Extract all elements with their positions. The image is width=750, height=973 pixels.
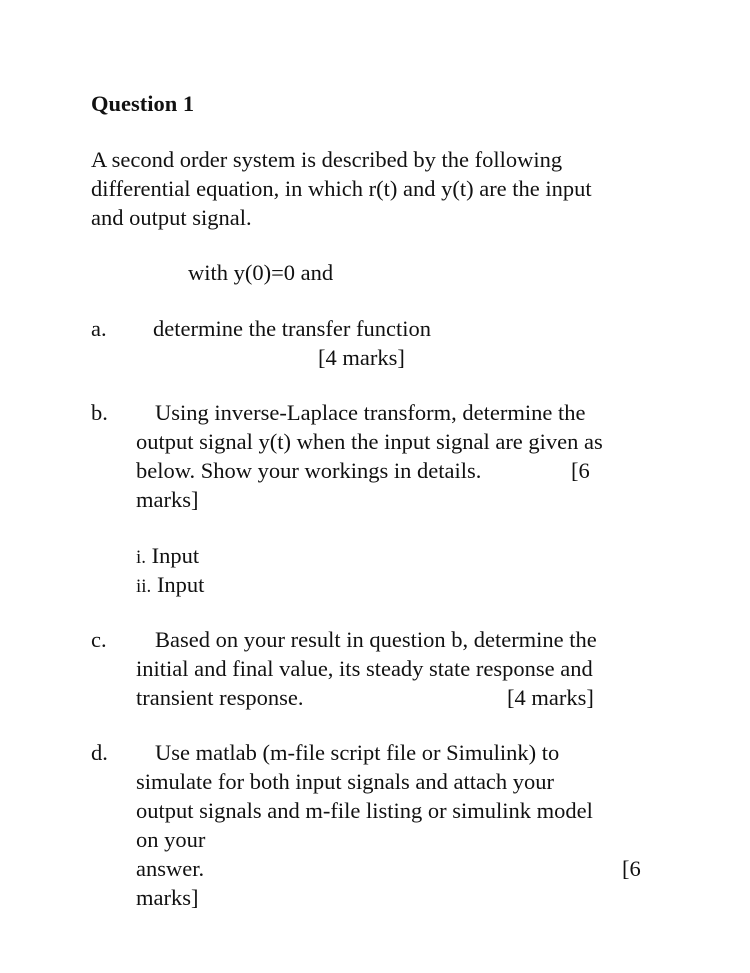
subitem-text: Input: [151, 572, 205, 597]
part-b-label: b.: [91, 400, 108, 425]
initial-condition: with y(0)=0 and: [188, 260, 334, 285]
subitem-text: Input: [146, 543, 200, 568]
part-c-line-2: initial and final value, its steady state response and: [136, 656, 593, 681]
subitem-numeral: ii.: [136, 576, 152, 597]
part-d-line-3: output signals and m-file listing or simulink model: [136, 798, 593, 823]
part-d-label: d.: [91, 740, 108, 765]
part-b-line-4: marks]: [136, 487, 199, 512]
question-title: Question 1: [91, 91, 195, 116]
part-b-line-2: output signal y(t) when the input signal are given as: [136, 429, 603, 454]
part-c-line-3: transient response.: [136, 685, 304, 710]
part-d-line-5: answer.: [136, 856, 205, 881]
part-c-marks: [4 marks]: [507, 685, 594, 710]
part-c-line-1: Based on your result in question b, determine the: [155, 627, 597, 652]
intro-line-1: A second order system is described by the following: [91, 147, 563, 172]
part-d-line-4: on your: [136, 827, 206, 852]
part-d-line-6: marks]: [136, 885, 199, 910]
part-b-marks-fragment: [6: [571, 458, 590, 483]
part-b-subitem-1: [136, 541, 199, 572]
part-a-label: a.: [91, 316, 107, 341]
part-b-line-1: Using inverse-Laplace transform, determine the: [155, 400, 586, 425]
intro-line-3: and output signal.: [91, 205, 252, 230]
part-a-marks: [4 marks]: [318, 345, 405, 370]
part-d-marks-fragment: [6: [622, 856, 641, 881]
intro-line-2: differential equation, in which r(t) and y(t) are the input: [91, 176, 592, 201]
part-a-text: determine the transfer function: [153, 316, 432, 341]
subitem-numeral: i.: [136, 547, 147, 568]
part-b-line-3: below. Show your workings in details.: [136, 458, 482, 483]
part-d-line-1: Use matlab (m-file script file or Simulink) to: [155, 740, 560, 765]
part-b-subitem-2: [136, 570, 204, 601]
part-d-line-2: simulate for both input signals and attach your: [136, 769, 555, 794]
part-c-label: c.: [91, 627, 107, 652]
